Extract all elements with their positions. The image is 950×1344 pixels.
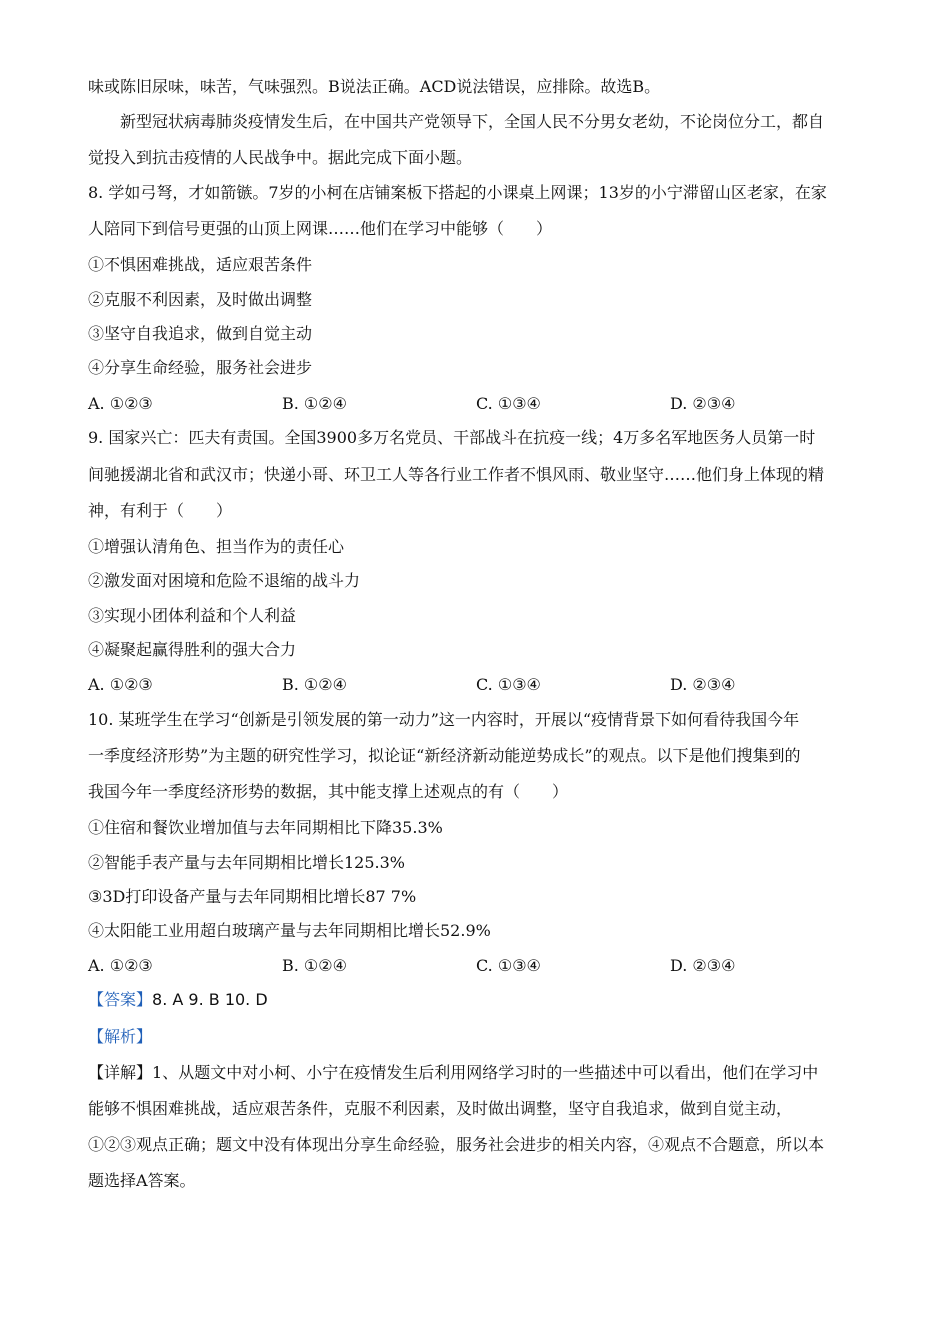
material-line-1: 新型冠状病毒肺炎疫情发生后，在中国共产党领导下，全国人民不分男女老幼，不论岗位分工，都自: [120, 112, 825, 131]
statement-item: ③实现小团体利益和个人利益: [88, 606, 297, 625]
detail-tag: 【详解】: [88, 1063, 153, 1082]
option-c: C. ①③④: [476, 675, 541, 694]
statement-item: ②克服不利因素，及时做出调整: [88, 290, 313, 309]
statement-item: ①住宿和餐饮业增加值与去年同期相比下降35.3%: [88, 818, 443, 837]
analysis-line: [88, 1062, 868, 1084]
option-b: B. ①②④: [282, 675, 347, 694]
question-stem-line: 9. 国家兴亡：匹夫有责国。全国3900多万名党员、干部战斗在抗疫一线；4万多名军地医务人员第一时: [88, 428, 816, 447]
option-c: C. ①③④: [476, 394, 541, 413]
analysis-line: 题选择A答案。: [88, 1171, 196, 1190]
material-line-2: 觉投入到抗击疫情的人民战争中。据此完成下面小题。: [88, 148, 473, 167]
option-d: D. ②③④: [670, 675, 736, 694]
statement-item: ③3D打印设备产量与去年同期相比增长87 7%: [88, 887, 417, 906]
statement-item: ①增强认清角色、担当作为的责任心: [88, 537, 345, 556]
analysis-line: ①②③观点正确；题文中没有体现出分享生命经验，服务社会进步的相关内容，④观点不合题意，所以本: [88, 1135, 825, 1154]
statement-item: ④分享生命经验，服务社会进步: [88, 358, 313, 377]
statement-item: ③坚守自我追求，做到自觉主动: [88, 324, 313, 343]
option-a: A. ①②③: [88, 956, 153, 975]
option-d: D. ②③④: [670, 394, 736, 413]
answer-line: [88, 989, 868, 1011]
question-stem-line: 一季度经济形势”为主题的研究性学习，拟论证“新经济新动能逆势成长”的观点。以下是他们搜集到的: [88, 746, 801, 765]
question-stem-line: 人陪同下到信号更强的山顶上网课……他们在学习中能够（ ）: [88, 219, 553, 238]
question-stem-line: 神，有利于（ ）: [88, 501, 233, 520]
statement-item: ④太阳能工业用超白玻璃产量与去年同期相比增长52.9%: [88, 921, 491, 940]
statement-item: ②激发面对困境和危险不退缩的战斗力: [88, 571, 361, 590]
statement-item: ①不惧困难挑战，适应艰苦条件: [88, 255, 313, 274]
option-b: B. ①②④: [282, 394, 347, 413]
question-stem-line: 我国今年一季度经济形势的数据，其中能支撑上述观点的有（ ）: [88, 782, 569, 801]
statement-item: ②智能手表产量与去年同期相比增长125.3%: [88, 853, 406, 872]
analysis-tag: 【解析】: [88, 1027, 153, 1046]
question-stem-line: 8. 学如弓弩，才如箭镞。7岁的小柯在店铺案板下搭起的小课桌上网课；13岁的小宁滞留山区老家，在家: [88, 183, 827, 202]
option-row: [88, 393, 868, 415]
option-row: [88, 674, 868, 696]
option-a: A. ①②③: [88, 675, 153, 694]
analysis-line: 能够不惧困难挑战，适应艰苦条件，克服不利因素，及时做出调整，坚守自我追求，做到自觉主动，: [88, 1099, 793, 1118]
question-stem-line: 间驰援湖北省和武汉市；快递小哥、环卫工人等各行业工作者不惧风雨、敬业坚守……他们身上体现的精: [88, 465, 825, 484]
option-row: [88, 955, 868, 977]
option-a: A. ①②③: [88, 394, 153, 413]
answer-tag: 【答案】: [88, 990, 153, 1009]
answer-text: 8. A 9. B 10. D: [152, 990, 268, 1009]
question-stem-line: 10. 某班学生在学习“创新是引领发展的第一动力”这一内容时，开展以“疫情背景下如何看待我国今年: [88, 710, 800, 729]
option-c: C. ①③④: [476, 956, 541, 975]
option-b: B. ①②④: [282, 956, 347, 975]
statement-item: ④凝聚起赢得胜利的强大合力: [88, 640, 297, 659]
analysis-text: 1、从题文中对小柯、小宁在疫情发生后利用网络学习时的一些描述中可以看出，他们在学习中: [152, 1063, 819, 1082]
intro-line: 味或陈旧尿味，味苦，气味强烈。B说法正确。ACD说法错误，应排除。故选B。: [88, 77, 661, 96]
analysis-heading: [88, 1026, 868, 1048]
option-d: D. ②③④: [670, 956, 736, 975]
